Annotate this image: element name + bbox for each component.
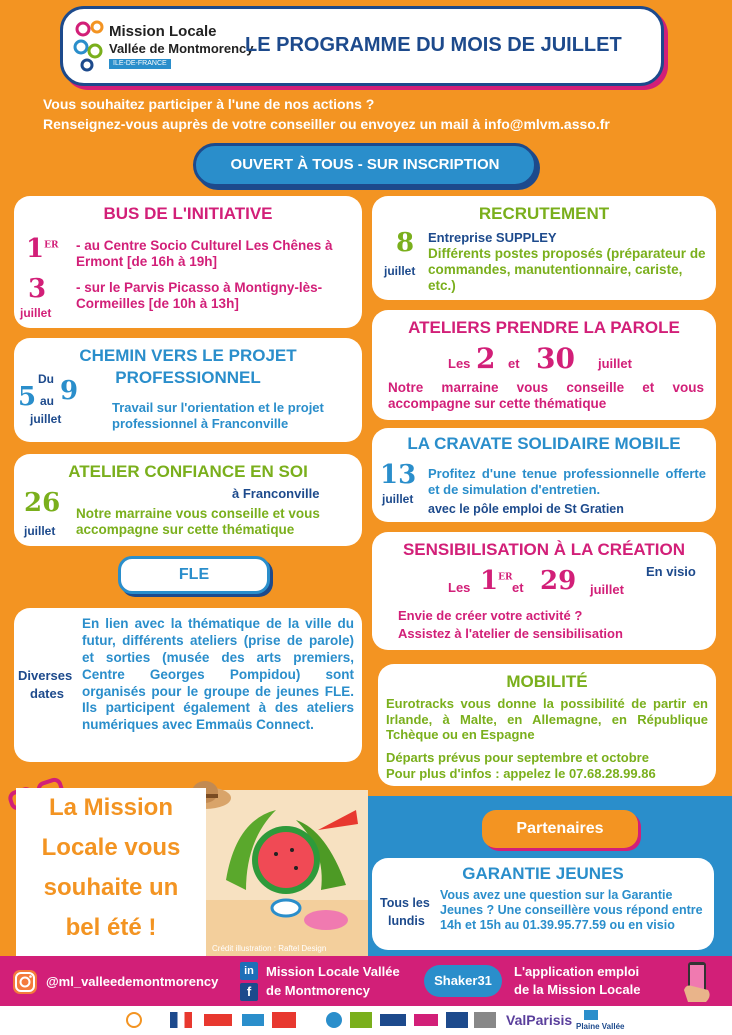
- partner-logo-icon: [326, 1012, 342, 1028]
- fle-dates-label2: dates: [30, 686, 64, 701]
- parole-et: et: [508, 356, 520, 371]
- garantie-text: Vous avez une question sur la Garantie Jeunes ? Une conseillère vous répond entre 14h et 15h au 01.39.95.77.59 ou en visio: [440, 888, 703, 932]
- cravate-title: LA CRAVATE SOLIDAIRE MOBILE: [407, 434, 681, 453]
- confiance-text: Notre marraine vous conseille et vous accompagne sur cette thématique: [76, 506, 320, 538]
- page-title: LE PROGRAMME DU MOIS DE JUILLET: [245, 34, 622, 56]
- creation-line2: Assistez à l'atelier de sensibilisation: [398, 626, 623, 641]
- bus-title: BUS DE L'INITIATIVE: [103, 204, 273, 223]
- bus-day1: 1ER: [26, 234, 59, 264]
- summer-line2: Locale vous: [41, 834, 181, 861]
- parole-d2: 30: [536, 342, 575, 375]
- partner-logo-icon: [414, 1014, 438, 1026]
- plaine-vallee-logo: Plaine Vallée: [576, 1022, 625, 1031]
- app-line2: de la Mission Locale: [514, 982, 641, 997]
- parole-title: ATELIERS PRENDRE LA PAROLE: [408, 318, 680, 337]
- fle-banner: FLE: [118, 556, 270, 594]
- chemin-d2: 9: [60, 376, 79, 406]
- chemin-month: juillet: [30, 412, 62, 426]
- creation-card: [372, 532, 716, 650]
- partner-logo-icon: [446, 1012, 468, 1028]
- cravate-text: Profitez d'une tenue professionnelle offerte et de simulation d'entretien.: [428, 466, 706, 497]
- facebook-icon[interactable]: f: [240, 983, 258, 1001]
- partner-logo-icon: [474, 1012, 496, 1028]
- chemin-text: Travail sur l'orientation et le projet professionnel à Franconville: [112, 400, 324, 431]
- cravate-day: 13: [380, 460, 417, 490]
- recrutement-card: [372, 196, 716, 300]
- recrutement-day: 8: [396, 228, 415, 258]
- partner-logo-icon: [170, 1012, 192, 1028]
- fle-dates-label1: Diverses: [18, 668, 73, 683]
- fle-card: [14, 608, 362, 762]
- header-box: [60, 6, 664, 86]
- bus-day2: 3: [28, 274, 47, 304]
- bus-line1: - au Centre Socio Culturel Les Chênes à Ermont [de 16h à 19h]: [76, 238, 333, 270]
- confiance-location: à Franconville: [232, 486, 320, 501]
- shaker-badge[interactable]: Shaker31: [424, 965, 502, 997]
- fle-text: En lien avec la thématique de la ville du futur, différents ateliers (prise de parole) et sorties (musée des arts premiers, Centre Georges Pompidou) sont organisés pour le groupe de jeunes FLE. Ils participent également à des ateliers numériques avec Emmaüs Connect.: [82, 616, 354, 733]
- summer-line1: La Mission: [48, 794, 174, 821]
- app-line1: L'application emploi: [514, 964, 640, 979]
- mobilite-text: Eurotracks vous donne la possibilité de partir en Irlande, à Malte, en Allemagne, en République Tchèque ou en Espagne: [386, 696, 708, 743]
- logo-line1: Mission Locale: [109, 23, 217, 40]
- bus-month: juillet: [20, 306, 52, 320]
- recrutement-title: RECRUTEMENT: [478, 204, 610, 223]
- recrutement-month: juillet: [384, 264, 416, 278]
- logo-line2: Vallée de Montmorency: [109, 41, 254, 56]
- beach-illustration-icon: [206, 790, 368, 958]
- intro-line2: Renseignez-vous auprès de votre conseiller ou envoyez un mail à info@mlvm.asso.fr: [43, 116, 610, 132]
- logo-region: ILE-DE-FRANCE: [109, 59, 171, 69]
- creation-d1: 1ER: [480, 566, 513, 596]
- chemin-au: au: [40, 394, 55, 408]
- garantie-label1: Tous les: [380, 896, 430, 910]
- confiance-card: [14, 454, 362, 546]
- garantie-card: [372, 858, 714, 950]
- instagram-handle[interactable]: @ml_valleedemontmorency: [46, 974, 219, 989]
- bus-card: [14, 196, 362, 328]
- chemin-card: [14, 338, 362, 442]
- creation-month: juillet: [590, 582, 624, 597]
- mobilite-line2: Départs prévus pour septembre et octobre: [386, 750, 649, 765]
- partner-logo-icon: [204, 1014, 232, 1026]
- confiance-month: juillet: [24, 524, 56, 538]
- cravate-month: juillet: [382, 492, 414, 506]
- bus-line2: - sur le Parvis Picasso à Montigny-lès-Cormeilles [de 10h à 13h]: [76, 280, 323, 312]
- confiance-day: 26: [24, 488, 61, 518]
- garantie-label2: lundis: [388, 914, 425, 928]
- confiance-title: ATELIER CONFIANCE EN SOI: [68, 462, 308, 481]
- linkedin-icon[interactable]: in: [240, 962, 258, 980]
- logos-strip: [0, 1006, 732, 1035]
- mobilite-line3: Pour plus d'infos : appelez le 07.68.28.99.86: [386, 766, 656, 781]
- footer-bar: [0, 956, 732, 1006]
- summer-line3: souhaite un: [43, 874, 179, 901]
- creation-title: SENSIBILISATION À LA CRÉATION: [402, 540, 686, 559]
- valparisis-logo: ValParisis: [506, 1012, 573, 1028]
- partner-logo-icon: [380, 1014, 406, 1026]
- open-banner: OUVERT À TOUS - SUR INSCRIPTION: [193, 143, 537, 187]
- partner-logo-icon: [350, 1012, 372, 1028]
- chemin-title2: PROFESSIONNEL: [115, 368, 261, 387]
- summer-line4: bel été !: [65, 914, 157, 941]
- instagram-icon[interactable]: [12, 969, 38, 995]
- chemin-title1: CHEMIN VERS LE PROJET: [79, 346, 297, 365]
- phone-hand-icon: [680, 960, 714, 1004]
- mobilite-card: [378, 664, 716, 786]
- creation-et: et: [512, 580, 524, 595]
- chemin-d1: 5: [18, 382, 37, 412]
- summer-credit: Crédit illustration : Raftel Design: [212, 944, 327, 953]
- partner-logo-icon: [126, 1012, 142, 1028]
- partners-banner: Partenaires: [482, 810, 638, 848]
- summer-illustration: [206, 790, 368, 958]
- creation-les: Les: [448, 580, 471, 595]
- recrutement-text: Différents postes proposés (préparateur de commandes, manutentionnaire, cariste, etc.): [428, 246, 706, 294]
- mission-locale-logo-icon: [73, 17, 109, 73]
- partner-logo-icon: [272, 1012, 296, 1028]
- parole-text: Notre marraine vous conseille et vous accompagne sur cette thématique: [388, 380, 704, 412]
- parole-card: [372, 310, 716, 420]
- parole-d1: 2: [476, 342, 496, 375]
- social-line2: de Montmorency: [266, 983, 371, 998]
- recrutement-company: Entreprise SUPPLEY: [428, 230, 557, 245]
- parole-les: Les: [448, 356, 471, 371]
- creation-line1: Envie de créer votre activité ?: [398, 608, 583, 623]
- cravate-partner: avec le pôle emploi de St Gratien: [428, 502, 624, 516]
- parole-month: juillet: [598, 356, 632, 371]
- intro-line1: Vous souhaitez participer à l'une de nos actions ?: [43, 96, 375, 112]
- creation-d2: 29: [540, 566, 577, 596]
- social-line1: Mission Locale Vallée: [266, 964, 400, 979]
- chemin-du: Du: [38, 372, 54, 386]
- cravate-card: [372, 428, 716, 522]
- creation-visio: En visio: [646, 564, 696, 579]
- partner-logo-icon: [584, 1010, 598, 1020]
- garantie-title: GARANTIE JEUNES: [462, 864, 624, 883]
- mobilite-title: MOBILITÉ: [506, 672, 588, 691]
- partner-logo-icon: [242, 1014, 264, 1026]
